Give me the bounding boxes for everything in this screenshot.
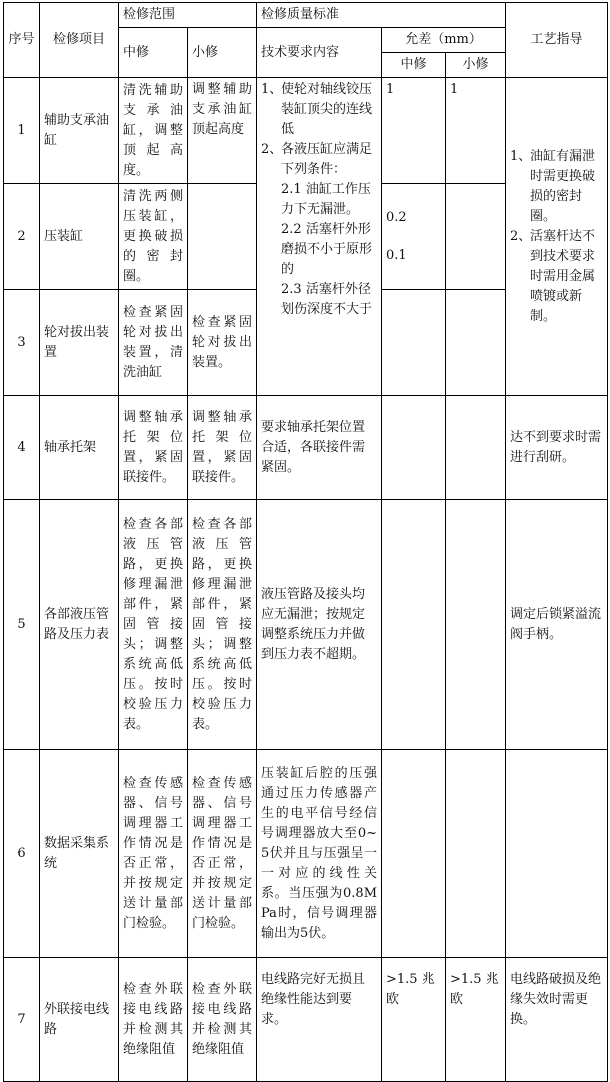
guide-item-number: 2、 <box>510 228 532 244</box>
row-tol-minor: 1 <box>446 78 506 184</box>
row-seq: 2 <box>4 184 40 290</box>
header-tolerance: 允差（mm） <box>382 28 506 53</box>
row-scope-mid: 检查传感器、信号调理器工作情况是否正常，并按规定送计量部门检验。 <box>119 750 188 958</box>
row-seq: 1 <box>4 78 40 184</box>
merged-guide-cell <box>506 78 608 396</box>
guide-item-2 <box>510 227 603 327</box>
row-scope-minor: 调整轴承托架位置，紧固联接件。 <box>188 396 257 500</box>
table-row <box>4 396 608 500</box>
row-guide <box>506 750 608 958</box>
row-scope-mid: 调整轴承托架位置，紧固联接件。 <box>119 396 188 500</box>
row-scope-minor: 检查紧固轮对拔出装置。 <box>188 290 257 396</box>
row-seq: 4 <box>4 396 40 500</box>
tech-item-text: 使轮对轴线铰压装缸顶尖的连线低 <box>281 82 373 137</box>
guide-list <box>510 147 603 327</box>
row-scope-minor: 检查各部液压管路，更换修理漏泄部件，紧固管接头；调整系统高低压。按时校验压力表。 <box>188 500 257 750</box>
row-item: 数据采集系统 <box>40 750 119 958</box>
row-item: 外联接电线路 <box>40 958 119 1082</box>
row-item: 辅助支承油缸 <box>40 78 119 184</box>
header-tol-minor: 小修 <box>446 53 506 78</box>
row-scope-minor <box>188 184 257 290</box>
row-tol-mid: 1 <box>382 78 446 184</box>
row-scope-mid: 检查紧固轮对拔出装置，清洗油缸 <box>119 290 188 396</box>
row-item: 轮对拔出装置 <box>40 290 119 396</box>
row-tol-minor <box>446 500 506 750</box>
row-scope-mid: 清洗辅助支承油缸，调整顶起高度。 <box>119 78 188 184</box>
tech-item-number: 1、 <box>261 82 283 97</box>
tech-subitem: 2.1 油缸工作压力下无漏泄。 <box>281 182 371 217</box>
tech-subitem: 2.3 活塞杆外径划伤深度不大于 <box>281 282 373 317</box>
row-seq: 6 <box>4 750 40 958</box>
maintenance-standard-table <box>3 2 608 1082</box>
row-tol-mid <box>382 184 446 290</box>
row-tech: 要求轴承托架位置合适，各联接件需紧固。 <box>257 396 382 500</box>
row-item: 压装缸 <box>40 184 119 290</box>
row-tol-minor <box>446 750 506 958</box>
header-standard: 检修质量标准 <box>257 3 506 28</box>
tech-item-number: 2、 <box>261 142 283 157</box>
tol-spacer <box>386 228 441 246</box>
row-tol-minor <box>446 184 506 290</box>
header-seq: 序号 <box>4 3 40 78</box>
header-scope: 检修范围 <box>119 3 257 28</box>
row-seq: 7 <box>4 958 40 1082</box>
row-scope-minor: 检查传感器、信号调理器工作情况是否正常，并按规定送计量部门检验。 <box>188 750 257 958</box>
merged-tech-cell <box>257 78 382 396</box>
header-scope-minor: 小修 <box>188 28 257 78</box>
guide-item-number: 1、 <box>510 148 532 164</box>
row-tech: 压装缸后腔的压强通过压力传感器产生的电平信号经信号调理器放大至0~5伏并且与压强呈一一对应的线性关系。当压强为0.8MPa时，信号调理器输出为5伏。 <box>257 750 382 958</box>
row-tol-minor <box>446 290 506 396</box>
header-guide: 工艺指导 <box>506 3 608 78</box>
tech-item-1 <box>261 80 377 140</box>
tol-value-a: 0.2 <box>386 209 407 225</box>
tech-item-2 <box>261 140 377 180</box>
header-item: 检修项目 <box>40 3 119 78</box>
row-scope-minor: 调整辅助支承油缸顶起高度 <box>188 78 257 184</box>
row-scope-mid: 检查外联接电线路并检测其绝缘阻值 <box>119 958 188 1082</box>
table-row <box>4 500 608 750</box>
row-item: 轴承托架 <box>40 396 119 500</box>
tech-item-text: 各液压缸应满足下列条件： <box>281 142 373 177</box>
tech-subitem: 2.2 活塞杆外形磨损不小于原形的 <box>281 222 373 277</box>
row-tol-mid <box>382 750 446 958</box>
row-tol-mid <box>382 396 446 500</box>
table-row <box>4 750 608 958</box>
row-item: 各部液压管路及压力表 <box>40 500 119 750</box>
row-scope-minor: 检查外联接电线路并检测其绝缘阻值 <box>188 958 257 1082</box>
guide-item-text: 油缸有漏泄时需更换破损的密封圈。 <box>530 148 596 224</box>
tech-list <box>261 80 377 180</box>
row-tech: 电线路完好无损且绝缘性能达到要求。 <box>257 958 382 1082</box>
header-tol-mid: 中修 <box>382 53 446 78</box>
header-row-1 <box>4 3 608 28</box>
row-scope-mid: 清洗两侧压装缸，更换破损的密封圈。 <box>119 184 188 290</box>
row-guide: 电线路破损及绝缘失效时需更换。 <box>506 958 608 1082</box>
row-guide: 调定后锁紧溢流阀手柄。 <box>506 500 608 750</box>
guide-item-text: 活塞杆达不到技术要求时需用金属喷镀或新制。 <box>530 228 596 324</box>
row-guide: 达不到要求时需进行刮研。 <box>506 396 608 500</box>
row-tol-minor <box>446 396 506 500</box>
table-row <box>4 958 608 1082</box>
row-tol-mid <box>382 500 446 750</box>
row-tech: 液压管路及接头均应无漏泄；按规定调整系统压力并做到压力表不超期。 <box>257 500 382 750</box>
header-scope-mid: 中修 <box>119 28 188 78</box>
row-scope-mid: 检查各部液压管路，更换修理漏泄部件，紧固管接头；调整系统高低压。按时校验压力表。 <box>119 500 188 750</box>
row-seq: 5 <box>4 500 40 750</box>
row-seq: 3 <box>4 290 40 396</box>
table-row <box>4 78 608 184</box>
guide-item-1 <box>510 147 603 227</box>
row-tol-mid: >1.5 兆欧 <box>382 958 446 1082</box>
row-tol-mid <box>382 290 446 396</box>
row-tol-minor: >1.5 兆欧 <box>446 958 506 1082</box>
header-tech: 技术要求内容 <box>257 28 382 78</box>
tol-value-b: 0.1 <box>386 247 407 263</box>
